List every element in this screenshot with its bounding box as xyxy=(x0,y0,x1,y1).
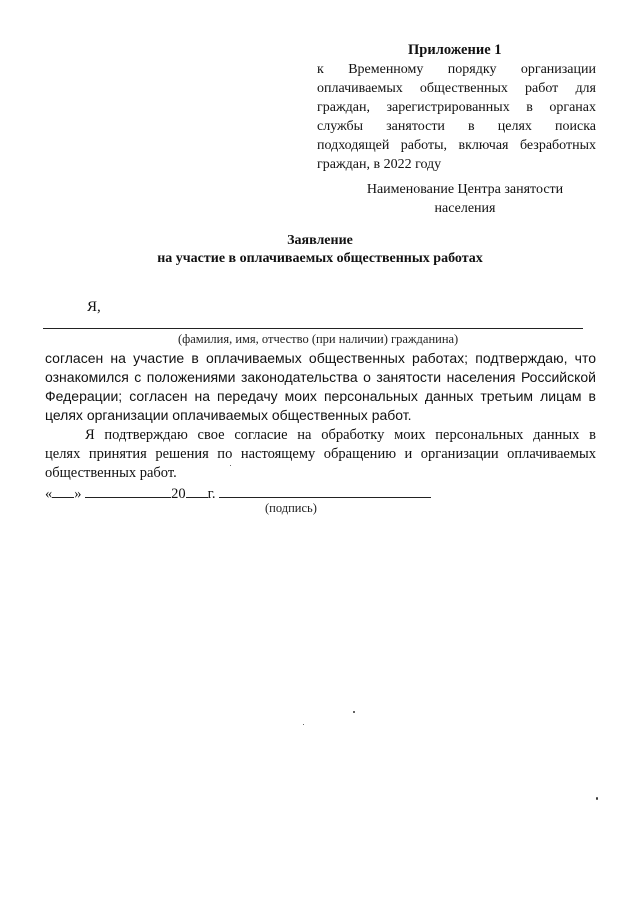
signature-caption: (подпись) xyxy=(265,501,317,515)
quote-close: » xyxy=(74,486,82,502)
annex-title: Приложение 1 xyxy=(408,42,502,58)
date-signature-line xyxy=(45,484,431,503)
recipient-block xyxy=(310,180,620,218)
paragraph-line: ознакомился с положениями законодательства о занятости населения Российской xyxy=(45,369,596,385)
document-title: Заявление xyxy=(287,233,353,248)
paragraph-line: общественных работ. xyxy=(45,465,177,481)
scan-speck xyxy=(303,724,304,725)
document-subtitle: на участие в оплачиваемых общественных работах xyxy=(157,251,483,266)
annex-line: службы занятости в целях поиска xyxy=(317,119,596,134)
applicant-name-caption: (фамилия, имя, отчество (при наличии) гражданина) xyxy=(178,332,459,346)
year-suffix: г. xyxy=(207,486,216,502)
paragraph-line: Я подтверждаю свое согласие на обработку моих персональных данных в xyxy=(85,427,596,443)
applicant-prefix: Я, xyxy=(87,299,101,315)
annex-reference xyxy=(317,60,596,174)
paragraph-line: целях принятия решения по настоящему обращению и организации оплачиваемых xyxy=(45,446,596,462)
paragraph-line: целях организации оплачиваемых общественных работ. xyxy=(45,407,412,423)
applicant-name-line[interactable] xyxy=(43,328,583,329)
scan-speck xyxy=(353,711,355,713)
quote-open: « xyxy=(45,486,53,502)
annex-line: оплачиваемых общественных работ для xyxy=(317,81,596,96)
scan-speck xyxy=(230,465,231,466)
annex-line: подходящей работы, включая безработных xyxy=(317,138,596,153)
month-field[interactable] xyxy=(85,484,171,498)
paragraph-line: Федерации; согласен на передачу моих персональных данных третьим лицам в xyxy=(45,388,596,404)
year-prefix: 20 xyxy=(171,486,186,502)
annex-line: к Временному порядку организации xyxy=(317,62,596,77)
recipient-line-2: населения xyxy=(434,201,496,216)
body-paragraph-1 xyxy=(45,349,596,425)
paragraph-line: согласен на участие в оплачиваемых общественных работах; подтверждаю, что xyxy=(45,350,596,366)
scan-speck xyxy=(596,797,598,800)
annex-line: граждан, в 2022 году xyxy=(317,157,442,172)
year-field[interactable] xyxy=(186,484,208,498)
annex-line: граждан, зарегистрированных в органах xyxy=(317,100,596,115)
day-field[interactable] xyxy=(52,484,74,498)
signature-field[interactable] xyxy=(219,484,431,498)
body-paragraph-2 xyxy=(45,426,596,483)
recipient-line-1: Наименование Центра занятости xyxy=(366,182,564,197)
